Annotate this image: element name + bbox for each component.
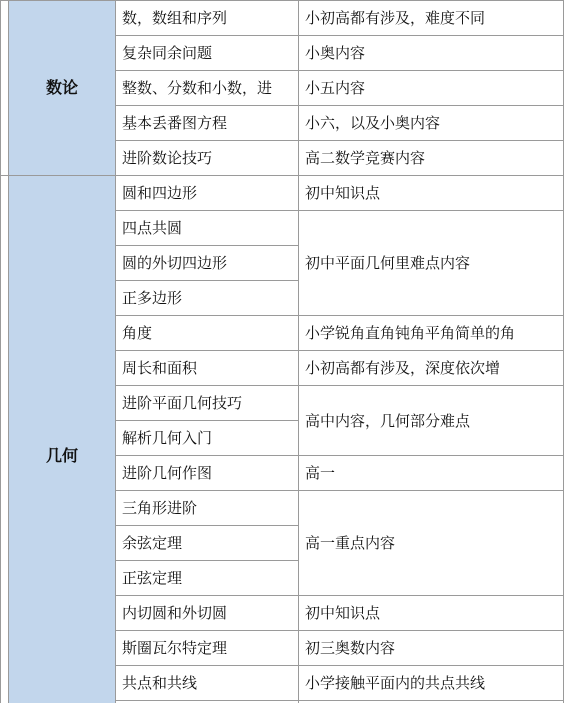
description-cell[interactable]: 高中内容，几何部分难点 — [299, 386, 564, 456]
description-cell[interactable]: 初三奥数内容 — [299, 631, 564, 666]
topic-cell[interactable]: 周长和面积 — [116, 351, 299, 386]
description-cell[interactable]: 高一重点内容 — [299, 491, 564, 596]
topic-cell[interactable]: 圆的外切四边形 — [116, 246, 299, 281]
table-row — [1, 176, 564, 211]
topic-cell[interactable]: 数，数组和序列 — [116, 1, 299, 36]
description-cell[interactable]: 高二数学竞赛内容 — [299, 141, 564, 176]
category-geometry[interactable]: 几何 — [9, 176, 116, 703]
topic-cell[interactable]: 正弦定理 — [116, 561, 299, 596]
table-row — [1, 1, 564, 36]
margin-cell — [1, 1, 9, 176]
topic-cell[interactable]: 余弦定理 — [116, 526, 299, 561]
description-cell[interactable]: 小六，以及小奥内容 — [299, 106, 564, 141]
topic-cell[interactable]: 三角形进阶 — [116, 491, 299, 526]
description-cell[interactable]: 小学锐角直角钝角平角简单的角 — [299, 316, 564, 351]
topic-cell[interactable]: 斯圈瓦尔特定理 — [116, 631, 299, 666]
description-cell[interactable]: 高一 — [299, 456, 564, 491]
topic-cell[interactable]: 共点和共线 — [116, 666, 299, 701]
description-cell[interactable]: 初中平面几何里难点内容 — [299, 211, 564, 316]
topic-cell[interactable]: 进阶几何作图 — [116, 456, 299, 491]
topic-cell[interactable]: 内切圆和外切圆 — [116, 596, 299, 631]
topic-cell[interactable]: 进阶平面几何技巧 — [116, 386, 299, 421]
topic-cell[interactable]: 复杂同余问题 — [116, 36, 299, 71]
description-cell[interactable]: 初中知识点 — [299, 176, 564, 211]
description-cell[interactable]: 小初高都有涉及，难度不同 — [299, 1, 564, 36]
margin-cell — [1, 176, 9, 703]
topic-cell[interactable]: 整数、分数和小数，进 — [116, 71, 299, 106]
topic-cell[interactable]: 四点共圆 — [116, 211, 299, 246]
topic-cell[interactable]: 进阶数论技巧 — [116, 141, 299, 176]
description-cell[interactable]: 小奥内容 — [299, 36, 564, 71]
category-number-theory[interactable]: 数论 — [9, 1, 116, 176]
topic-cell[interactable]: 圆和四边形 — [116, 176, 299, 211]
topic-cell[interactable]: 正多边形 — [116, 281, 299, 316]
topic-cell[interactable]: 解析几何入门 — [116, 421, 299, 456]
description-cell[interactable]: 初中知识点 — [299, 596, 564, 631]
topic-cell[interactable]: 基本丢番图方程 — [116, 106, 299, 141]
description-cell[interactable]: 小初高都有涉及，深度依次增 — [299, 351, 564, 386]
description-cell[interactable]: 小五内容 — [299, 71, 564, 106]
topic-cell[interactable]: 角度 — [116, 316, 299, 351]
description-cell[interactable]: 小学接触平面内的共点共线 — [299, 666, 564, 701]
